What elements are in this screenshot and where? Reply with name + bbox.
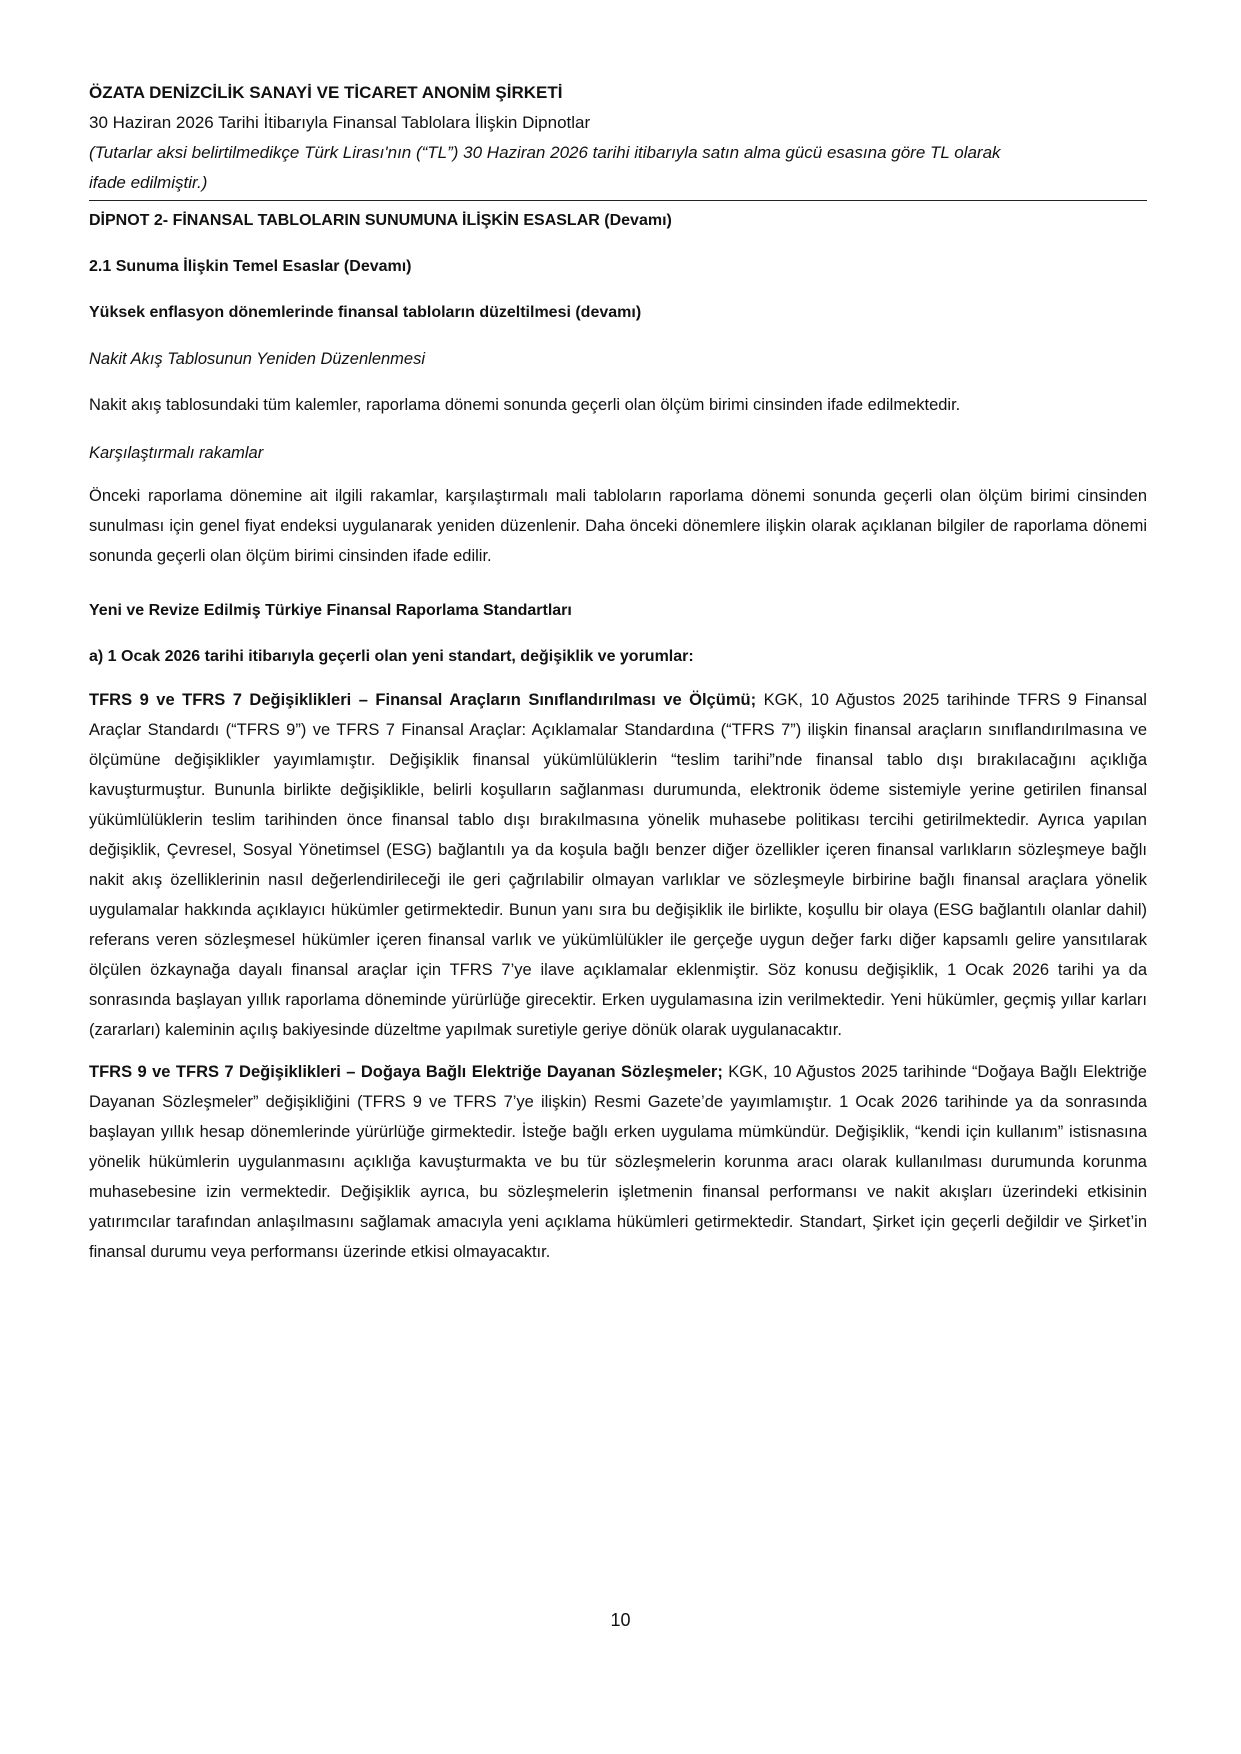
currency-note-line-1: (Tutarlar aksi belirtilmedikçe Türk Lirası'nın (“TL”) 30 Haziran 2026 tarihi itibarıyla satın alma gücü esasına göre TL olarak xyxy=(89,143,1001,162)
tfrs9-nature-body: KGK, 10 Ağustos 2025 tarihinde “Doğaya Bağlı Elektriğe Dayanan Sözleşmeler” değişikliğini (TFRS 9 ve TFRS 7’ye ilişkin) Resmi Gazete’de yayımlamıştır. 1 Ocak 2026 tarihinde ya da sonrasında başlayan yıllık hesap dönemlerinde yürürlüğe girmektedir. İsteğe bağlı erken uygulama mümkündür. Değişiklik, “kendi için kullanım” istisnasına yönelik hükümlerin uygulanmasını açıklığa kavuşturmakta ve bu tür sözleşmelerin korunma aracı olarak kullanılması durumunda korunma muhasebesine izin vermektedir. Değişiklik ayrıca, bu sözleşmelerin işletmenin finansal performansı ve nakit akışları üzerindeki etkisinin yatırımcılar tarafından anlaşılmasını sağlamak amacıyla yeni açıklama hükümleri getirmektedir. Standart, Şirket için geçerli değildir ve Şirket’in finansal durumu veya performansı üzerinde etkisi olmayacaktır. xyxy=(89,1063,1147,1261)
page-content xyxy=(89,78,1147,1267)
report-subtitle: 30 Haziran 2026 Tarihi İtibarıyla Finansal Tablolara İlişkin Dipnotlar xyxy=(89,113,591,132)
tfrs9-nature-paragraph xyxy=(89,1057,1147,1267)
currency-note-line-2: ifade edilmiştir.) xyxy=(89,173,208,192)
cash-flow-heading: Nakit Akış Tablosunun Yeniden Düzenlenmesi xyxy=(89,350,426,368)
page-number: 10 xyxy=(610,1610,631,1630)
comparatives-heading: Karşılaştırmalı rakamlar xyxy=(89,444,264,462)
standards-subheading-a: a) 1 Ocak 2026 tarihi itibarıyla geçerli olan yeni standart, değişiklik ve yorumlar: xyxy=(89,648,694,665)
header-divider xyxy=(89,200,1147,201)
standards-heading: Yeni ve Revize Edilmiş Türkiye Finansal Raporlama Standartları xyxy=(89,602,572,619)
comparatives-paragraph: Önceki raporlama dönemine ait ilgili rakamlar, karşılaştırmalı mali tabloların raporlama dönemi sonunda geçerli olan ölçüm birimi cinsinden sunulması için genel fiyat endeksi uygulanarak yeniden düzenlenir. Daha önceki dönemlere ilişkin olarak açıklanan bilgiler de raporlama dönemi sonunda geçerli olan ölçüm birimi cinsinden ifade edilir. xyxy=(89,487,1147,565)
tfrs9-nature-lead: TFRS 9 ve TFRS 7 Değişiklikleri – Doğaya Bağlı Elektriğe Dayanan Sözleşmeler; xyxy=(89,1063,723,1081)
tfrs9-classification-body: KGK, 10 Ağustos 2025 tarihinde TFRS 9 Finansal Araçlar Standardı (“TFRS 9”) ve TFRS 7 Finansal Araçlar: Açıklamalar Standardına (“TFRS 7”) ilişkin finansal araçların sınıflandırılmasına ve ölçümüne değişiklikler yayımlamıştır. Değişiklik finansal yükümlülüklerin “teslim tarihi”nde finansal tablo dışı bırakılacağını açıklığa kavuşturmuştur. Bununla birlikte değişiklikle, belirli koşulların sağlanması durumunda, elektronik ödeme sistemiyle yerine getirilen finansal yükümlülüklerin teslim tarihinden önce finansal tablo dışı bırakılmasına yönelik muhasebe politikası tercihi getirilmektedir. Ayrıca yapılan değişiklik, Çevresel, Sosyal Yönetimsel (ESG) bağlantılı ya da koşula bağlı benzer diğer özellikler içeren finansal varlıkların sözleşmeye bağlı nakit akış özelliklerinin nasıl değerlendirileceği ile geri çağrılabilir olmayan varlıklar ve sözleşmeyle birbirine bağlı finansal araçlara yönelik uygulamalar hakkında açıklayıcı hükümler getirmektedir. Bunun yanı sıra bu değişiklik ile birlikte, koşullu bir olaya (ESG bağlantılı olanlar dahil) referans veren sözleşmesel hükümler içeren finansal varlık ve yükümlülükler ile gerçeğe uygun değer farkı diğer kapsamlı gelire yansıtılarak ölçülen özkaynağa dayalı finansal araçlar için TFRS 7’ye ilave açıklamalar eklenmiştir. Söz konusu değişiklik, 1 Ocak 2026 tarihi ya da sonrasında başlayan yıllık raporlama döneminde yürürlüğe girecektir. Erken uygulamasına izin verilmektedir. Yeni hükümler, geçmiş yıllar karları (zararları) kaleminin açılış bakiyesinde düzeltme yapılmak suretiyle geriye dönük olarak uygulanacaktır. xyxy=(89,691,1147,1039)
note-title: DİPNOT 2- FİNANSAL TABLOLARIN SUNUMUNA İLİŞKİN ESASLAR (Devamı) xyxy=(89,212,672,229)
section-heading-2-1: 2.1 Sunuma İlişkin Temel Esaslar (Devamı) xyxy=(89,258,412,275)
page-header xyxy=(89,78,1147,201)
cash-flow-paragraph: Nakit akış tablosundaki tüm kalemler, raporlama dönemi sonunda geçerli olan ölçüm birimi cinsinden ifade edilmektedir. xyxy=(89,396,961,414)
tfrs9-classification-lead: TFRS 9 ve TFRS 7 Değişiklikleri – Finansal Araçların Sınıflandırılması ve Ölçümü; xyxy=(89,691,757,709)
hyperinflation-heading: Yüksek enflasyon dönemlerinde finansal tabloların düzeltilmesi (devamı) xyxy=(89,304,642,321)
company-name: ÖZATA DENİZCİLİK SANAYİ VE TİCARET ANONİM ŞİRKETİ xyxy=(89,83,563,102)
tfrs9-classification-paragraph xyxy=(89,685,1147,1045)
